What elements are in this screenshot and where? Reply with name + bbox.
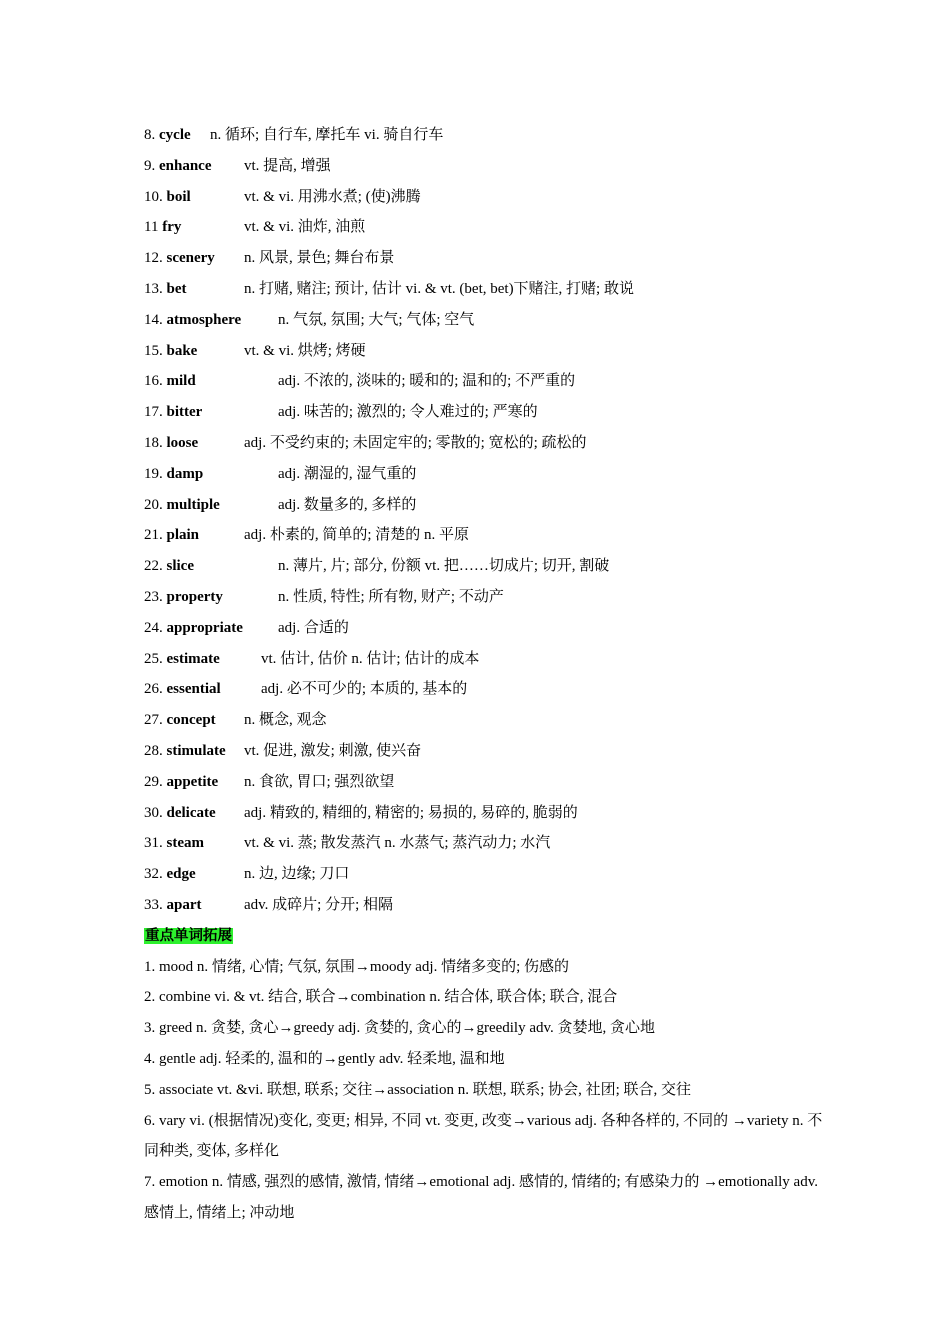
expansion-text: 6. vary vi. (根据情况)变化, 变更; 相异, 不同 vt. 变更, 改变→various adj. 各种各样的, 不同的 →variety n. 不同种类, 变体, 多样化 [144,1112,823,1160]
entry-word: apart [166,896,202,913]
entry-word: scenery [166,250,215,267]
expansion-text: 2. combine vi. & vt. 结合, 联合→combination n. 结合体, 联合体; 联合, 混合 [144,989,618,1006]
entry-definition: n. 气氛, 氛围; 大气; 气体; 空气 [278,311,475,328]
entry-definition: vt. & vi. 烘烤; 烤硬 [244,342,366,359]
entry-definition: n. 打赌, 赌注; 预计, 估计 vi. & vt. (bet, bet)下赌注, 打赌; 敢说 [244,280,634,297]
entry-word: plain [166,527,200,544]
vocab-entry [144,551,824,582]
entry-definition: adj. 不受约束的; 未固定牢的; 零散的; 宽松的; 疏松的 [244,434,587,451]
expansion-entry [144,952,824,983]
entry-definition: vt. & vi. 用沸水煮; (使)沸腾 [244,188,421,205]
vocab-entry [144,305,824,336]
entry-definition: n. 薄片, 片; 部分, 份额 vt. 把……切成片; 切开, 割破 [278,558,610,575]
entry-number: 12. [144,250,163,267]
entry-number: 28. [144,742,163,759]
vocab-entry [144,582,824,613]
vocab-entry [144,336,824,367]
entry-word: mild [166,373,196,390]
vocab-entry [144,428,824,459]
entry-number: 21. [144,527,163,544]
entry-definition: n. 食欲, 胃口; 强烈欲望 [244,773,395,790]
vocab-entry [144,212,824,243]
entry-number: 8. [144,127,156,143]
entry-number: 9. [144,157,156,174]
entry-number: 18. [144,434,163,451]
entry-word: multiple [166,496,220,513]
vocab-entry [144,520,824,551]
entry-definition: adj. 数量多的, 多样的 [278,496,417,513]
expansion-entry [144,1013,824,1044]
vocab-entry [144,859,824,890]
expansion-entry [144,1044,824,1075]
entry-word: fry [162,219,182,236]
vocab-entry [144,120,824,151]
entry-number: 10. [144,188,163,205]
entry-definition: vt. 提高, 增强 [244,157,331,174]
entry-number: 33. [144,896,163,913]
entry-number: 11 [144,219,159,236]
expansion-entry [144,1106,824,1168]
entry-word: delicate [166,804,216,821]
entry-number: 30. [144,804,163,821]
entry-number: 29. [144,773,163,790]
document-page [144,120,824,1229]
entry-number: 26. [144,681,163,698]
entry-word: loose [166,434,199,451]
entry-number: 17. [144,404,163,421]
entry-number: 31. [144,835,163,852]
vocab-entry [144,798,824,829]
entry-definition: adj. 必不可少的; 本质的, 基本的 [261,681,468,698]
entry-definition: n. 边, 边缘; 刀口 [244,866,350,883]
entry-number: 25. [144,650,163,667]
vocab-entry [144,397,824,428]
expansion-text: 4. gentle adj. 轻柔的, 温和的→gently adv. 轻柔地, 温和地 [144,1050,505,1067]
entry-word: cycle [159,127,191,143]
vocab-entry [144,459,824,490]
entry-definition: vt. & vi. 油炸, 油煎 [244,219,366,236]
vocab-entry [144,767,824,798]
section-heading: 重点单词拓展 [145,927,232,944]
expansion-entry [144,982,824,1013]
entry-definition: adj. 潮湿的, 湿气重的 [278,465,417,482]
entry-word: estimate [166,650,220,667]
entry-definition: adj. 朴素的, 简单的; 清楚的 n. 平原 [244,527,469,544]
entry-number: 15. [144,342,163,359]
entry-definition: n. 性质, 特性; 所有物, 财产; 不动产 [278,588,504,605]
vocab-entry [144,182,824,213]
entry-word: bake [166,342,198,359]
entry-word: appetite [166,773,219,790]
entry-word: enhance [159,157,212,174]
section-heading-row [144,921,824,952]
entry-word: slice [166,558,194,575]
entry-word: bitter [166,404,203,421]
entry-definition: n. 风景, 景色; 舞台布景 [244,250,395,267]
entry-definition: adj. 合适的 [278,619,349,636]
vocab-entry [144,674,824,705]
entry-definition: vt. & vi. 蒸; 散发蒸汽 n. 水蒸气; 蒸汽动力; 水汽 [244,835,551,852]
entry-number: 23. [144,588,163,605]
vocab-entry [144,243,824,274]
vocab-entry [144,644,824,675]
entry-number: 16. [144,373,163,390]
entry-number: 27. [144,712,163,729]
entry-definition: vt. 估计, 估价 n. 估计; 估计的成本 [261,650,480,667]
vocab-entry [144,705,824,736]
entry-definition: n. 概念, 观念 [244,712,327,729]
entry-word: atmosphere [166,311,242,328]
entry-word: concept [166,712,216,729]
entry-number: 13. [144,280,163,297]
entry-word: steam [166,835,204,852]
entry-definition: adj. 味苦的; 激烈的; 令人难过的; 严寒的 [278,404,538,421]
entry-definition: adv. 成碎片; 分开; 相隔 [244,896,394,913]
entry-definition: adj. 精致的, 精细的, 精密的; 易损的, 易碎的, 脆弱的 [244,804,578,821]
vocab-entry [144,274,824,305]
entry-word: boil [166,188,191,205]
expansion-entry [144,1075,824,1106]
vocab-entry [144,828,824,859]
entry-word: damp [166,465,204,482]
entry-number: 20. [144,496,163,513]
expansion-text: 3. greed n. 贪婪, 贪心→greedy adj. 贪婪的, 贪心的→greedily adv. 贪婪地, 贪心地 [144,1020,656,1037]
entry-definition: vt. 促进, 激发; 刺激, 使兴奋 [244,742,422,759]
entry-number: 22. [144,558,163,575]
entry-number: 14. [144,311,163,328]
entry-definition: adj. 不浓的, 淡味的; 暖和的; 温和的; 不严重的 [278,373,576,390]
entry-word: bet [166,280,187,297]
vocab-entry [144,490,824,521]
vocab-entry [144,613,824,644]
expansion-text: 5. associate vt. &vi. 联想, 联系; 交往→association n. 联想, 联系; 协会, 社团; 联合, 交往 [144,1081,692,1098]
vocab-entry [144,366,824,397]
vocab-entry [144,151,824,182]
entry-word: edge [166,866,196,883]
entry-number: 19. [144,465,163,482]
expansion-text: 7. emotion n. 情感, 强烈的感情, 激情, 情绪→emotional adj. 感情的, 情绪的; 有感染力的 →emotionally adv. 感情上, 情绪上; 冲动地 [144,1174,818,1221]
entry-number: 24. [144,619,163,636]
vocab-entry [144,890,824,921]
entry-word: appropriate [166,619,243,636]
entry-word: stimulate [166,742,226,759]
expansion-entry [144,1167,824,1229]
entry-definition: n. 循环; 自行车, 摩托车 vi. 骑自行车 [210,127,444,143]
entry-word: property [166,588,223,605]
expansion-text: 1. mood n. 情绪, 心情; 气氛, 氛围→moody adj. 情绪多变的; 伤感的 [144,958,569,975]
vocab-entry [144,736,824,767]
entry-word: essential [166,681,221,698]
entry-number: 32. [144,866,163,883]
